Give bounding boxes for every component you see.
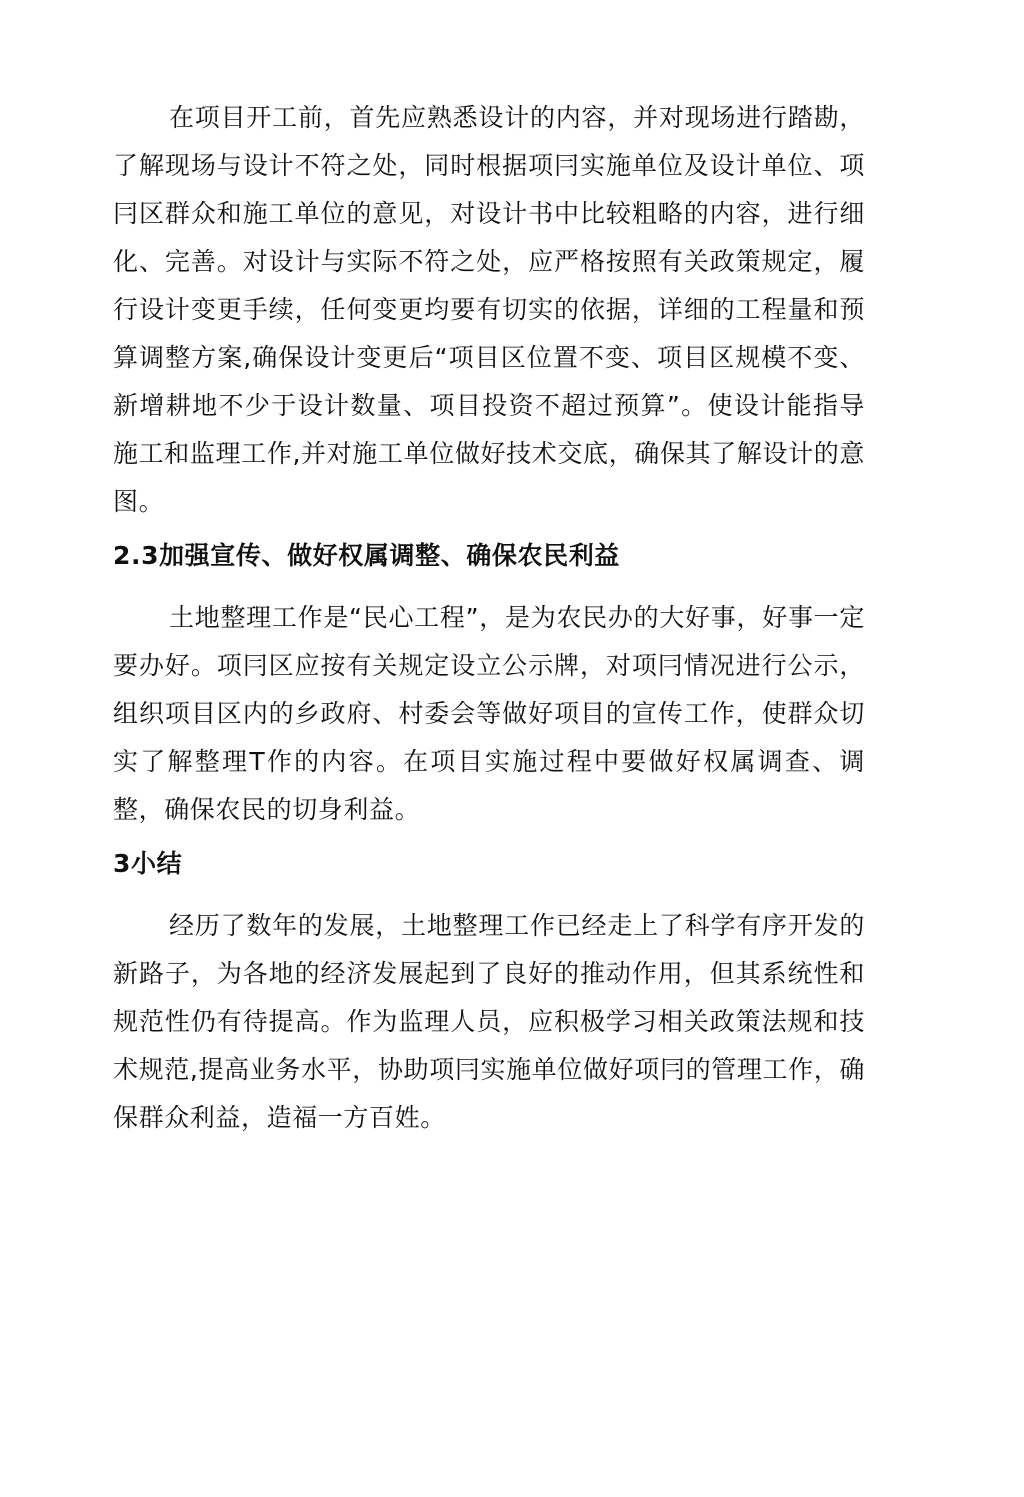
document-body <box>113 94 865 1142</box>
paragraph-design-review: 在项目开工前，首先应熟悉设计的内容，并对现场进行踏勘，了解现场与设计不符之处，同时根据项冃实施单位及设计单位、项冃区群众和施工单位的意见，对设计书中比较粗略的内容，进行细化、完善。对设计与实际不符之处，应严格按照有关政策规定，履行设计变更手续，任何变更均要有切实的依据，详细的工程量和预算调整方案,确保设计变更后“项目区位置不变、项目区规模不变、新增耕地不少于设计数量、项目投资不超过预算”。使设计能指导施工和监理工作,并对施工单位做好技术交底，确保其了解设计的意图。 <box>113 103 865 516</box>
section-heading-3: 3小结 <box>113 849 183 878</box>
paragraph-summary: 经历了数年的发展，土地整理工作已经走上了科学有序开发的新路子，为各地的经济发展起到了良好的推动作用，但其系统性和规范性仍有待提高。作为监理人员，应积极学习相关政策法规和技术规范,提高业务水平，协助项冃实施单位做好项冃的管理工作，确保群众利益，造福一方百姓。 <box>113 911 865 1132</box>
paragraph-publicity: 土地整理工作是“民心工程”，是为农民办的大好事，好事一定要办好。项冃区应按有关规定设立公示牌，对项冃情况进行公示，组织项目区内的乡政府、村委会等做好项目的宣传工作，使群众切实了解整理T作的内容。在项目实施过程中要做好权属调查、调整，确保农民的切身利益。 <box>113 603 865 824</box>
section-heading-2-3: 2.3加强宣传、做好权属调整、确保农民利益 <box>113 541 620 570</box>
